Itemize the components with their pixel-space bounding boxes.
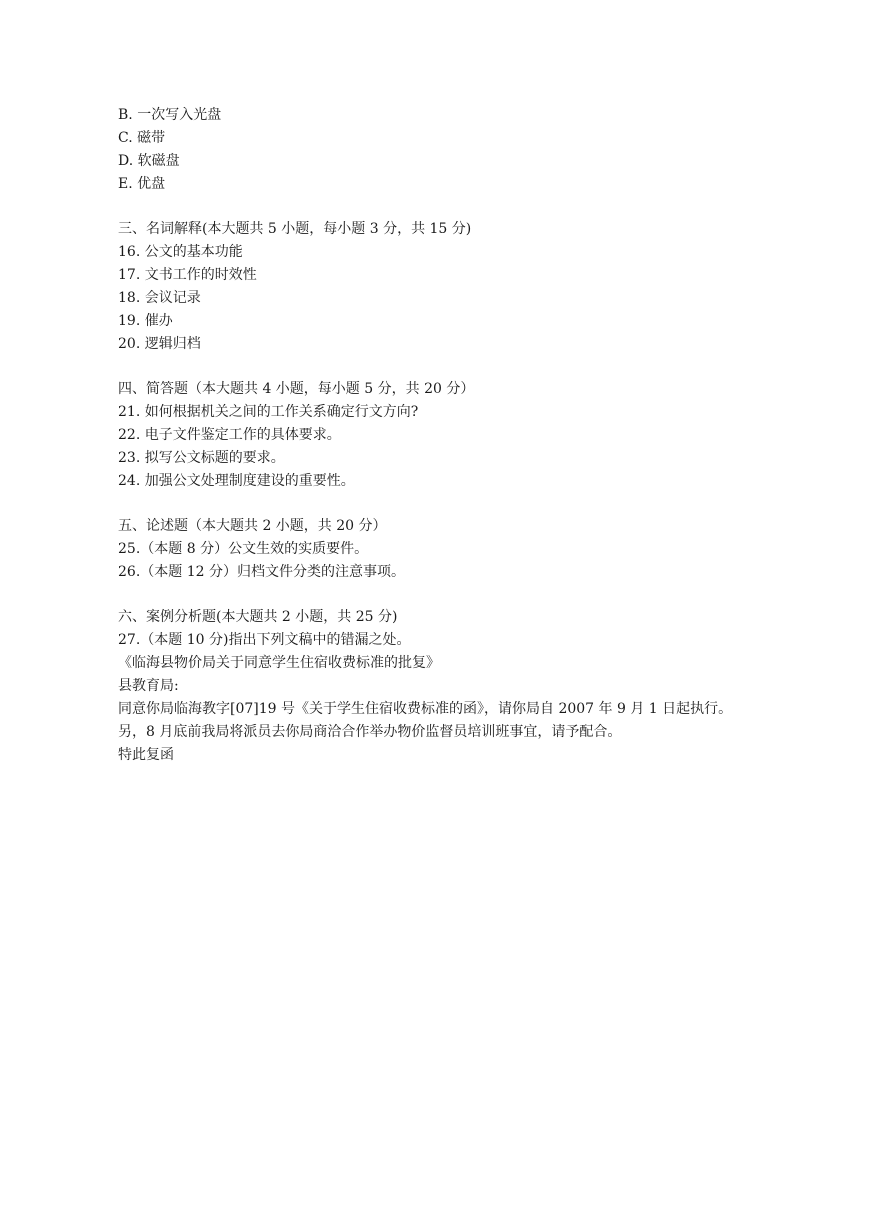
question-20: 20. 逻辑归档: [118, 336, 201, 352]
section-heading: 四、简答题（本大题共 4 小题，每小题 5 分，共 20 分）: [118, 381, 475, 397]
section-heading: 五、论述题（本大题共 2 小题，共 20 分）: [118, 518, 387, 534]
case-body-paragraph-1: 同意你局临海教字[07]19 号《关于学生住宿收费标准的函》，请你局自 2007 年 9 月 1 日起执行。: [118, 701, 733, 717]
question-19: 19. 催办: [118, 313, 173, 329]
question-24: 24. 加强公文处理制度建设的重要性。: [118, 473, 355, 489]
exam-page: [118, 104, 758, 767]
section-term-explanation: [118, 218, 758, 356]
case-document-title: 《临海县物价局关于同意学生住宿收费标准的批复》: [118, 655, 440, 671]
section-short-answer: [118, 378, 758, 493]
case-closing: 特此复函: [118, 747, 174, 763]
question-26: 26.（本题 12 分）归档文件分类的注意事项。: [118, 564, 405, 580]
question-16: 16. 公文的基本功能: [118, 244, 243, 260]
question-25: 25.（本题 8 分）公文生效的实质要件。: [118, 541, 369, 557]
case-recipient: 县教育局:: [118, 678, 179, 694]
option-c: C. 磁带: [118, 130, 166, 146]
question-23: 23. 拟写公文标题的要求。: [118, 450, 285, 466]
question-17: 17. 文书工作的时效性: [118, 267, 257, 283]
option-e: E. 优盘: [118, 176, 166, 192]
option-b: B. 一次写入光盘: [118, 107, 222, 123]
section-essay: [118, 515, 758, 584]
section-heading: 六、案例分析题(本大题共 2 小题，共 25 分): [118, 609, 398, 625]
question-21: 21. 如何根据机关之间的工作关系确定行文方向?: [118, 404, 419, 420]
option-d: D. 软磁盘: [118, 153, 180, 169]
question-22: 22. 电子文件鉴定工作的具体要求。: [118, 427, 341, 443]
case-body-paragraph-2: 另，8 月底前我局将派员去你局商洽合作举办物价监督员培训班事宜，请予配合。: [118, 724, 622, 740]
section-case-analysis: [118, 606, 758, 767]
section-heading: 三、名词解释(本大题共 5 小题，每小题 3 分，共 15 分): [118, 221, 472, 237]
question-18: 18. 会议记录: [118, 290, 201, 306]
question-27: 27.（本题 10 分)指出下列文稿中的错漏之处。: [118, 632, 411, 648]
choice-options: [118, 104, 758, 196]
